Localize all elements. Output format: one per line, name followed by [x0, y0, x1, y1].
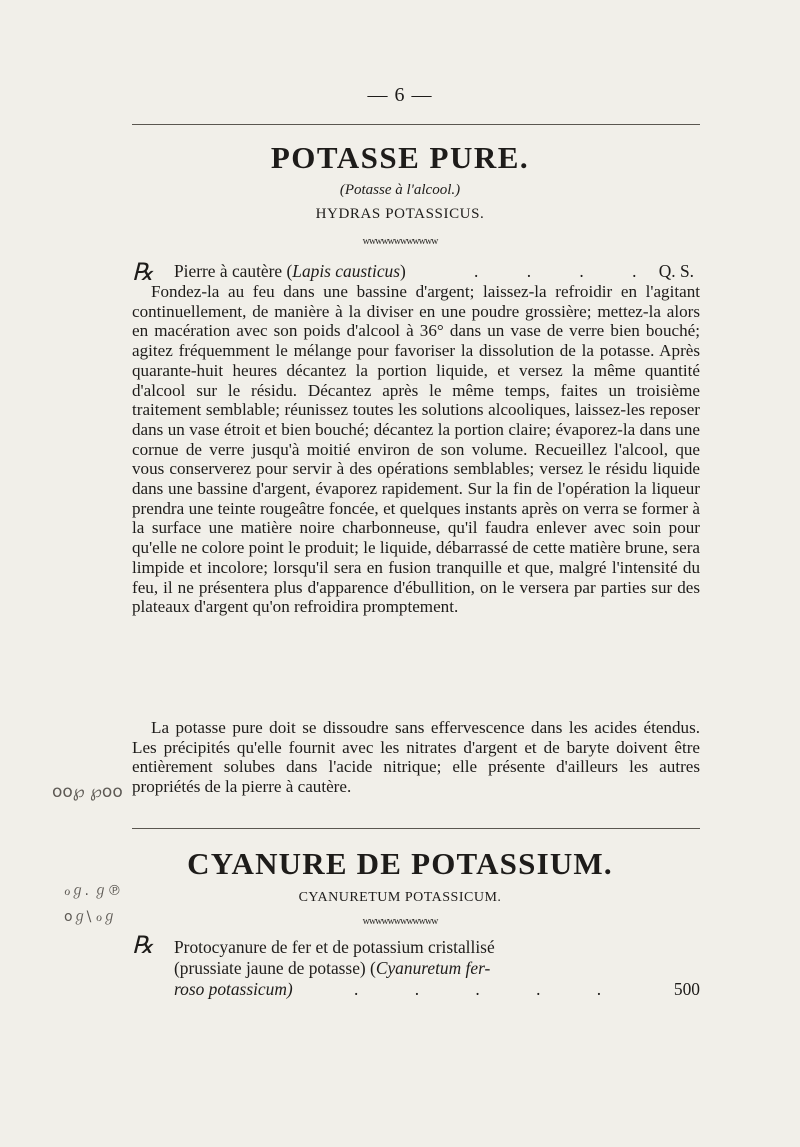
handwritten-margin-mark: oℊ\ ℴℊ [64, 909, 117, 925]
section-subtitle-italic: (Potasse à l'alcool.) [339, 182, 461, 198]
handwritten-margin-mark: ℴℊ. ℊ℗ [64, 883, 122, 899]
ingredient-line-2: (prussiate jaune de potasse) (Cyanuretum fer- [174, 958, 491, 978]
recipe-symbol-icon: ℞ [132, 933, 154, 959]
ornament-divider-2: wwwwwwwwwwww [362, 916, 438, 927]
leader-dots: . . . . [474, 261, 659, 281]
section-title-potasse-pure: POTASSE PURE. [270, 140, 530, 175]
instructions-paragraph: Fondez-la au feu dans une bassine d'argent; laissez-la refroidir en l'agitant continuellement, de manière à la diviser en une poudre grossière; mettez-la alors en macération avec son poids d'alcool à 36° dans un vase de verre bien bouché; agitez fréquemment le mélange pour favoriser la dissolution de la potasse. Après quarante-huit heures décantez la portion liquide, et versez la même quantité d'alcool sur le résidu. Décantez après le même temps, faites un troisième traitement semblable; réunissez toutes les solutions alcooliques, laissez-les reposer dans un vase étroit et bien bouché; décantez la portion claire; évaporez-la dans une cornue de verre jusqu'à moitié environ de son volume. Recueillez l'alcool, que vous conserverez pour servir à des opérations semblables; versez le résidu liquide dans une bassine d'argent, évaporez rapidement. Sur la fin de l'opération la liqueur prendra une teinte rougeâtre foncée, et quelques instants après on verra se former à la surface une matière noire charbonneuse, qu'il faudra enlever avec soin pour qu'elle ne colore point le produit; le liquide, débarrassé de cette matière brune, sera limpide et incolore; lorsqu'il sera en fusion tranquille et que, malgré l'intensité du feu, il ne présentera plus d'apparence d'ébullition, on le versera par parties sur des plateaux d'argent qu'on refroidira promptement. [132, 282, 700, 617]
ornament-divider: wwwwwwwwwwww [362, 236, 438, 247]
top-divider [132, 124, 700, 125]
page-number: — 6 — [367, 84, 433, 106]
section-subtitle-latin: HYDRAS POTASSICUS. [315, 206, 485, 222]
section-subtitle-latin-2: CYANURETUM POTASSICUM. [298, 890, 502, 905]
section-title-cyanure: CYANURE DE POTASSIUM. [187, 846, 613, 881]
recipe-symbol-icon: ℞ [132, 260, 154, 286]
ingredient-quantity-2: 500 [673, 979, 700, 999]
section-divider [132, 828, 700, 829]
properties-paragraph: La potasse pure doit se dissoudre sans effervescence dans les acides étendus. Les précipités qu'elle fournit avec les nitrates d'argent et de baryte doivent être entièrement solubes dans l'acide nitrique; elle présente d'ailleurs les autres propriétés de la pierre à cautère. [132, 718, 700, 797]
ingredient-quantity: Q. S. [658, 261, 694, 281]
ingredient-line-1: Protocyanure de fer et de potassium cristallisé [174, 937, 495, 957]
ingredient-line-3: roso potassicum) [174, 979, 293, 999]
ingredient-name: Pierre à cautère (Lapis causticus) [174, 261, 406, 281]
handwritten-margin-mark: oo℘ ℘oo [52, 782, 123, 802]
leader-dots-2: . . . . . [354, 979, 628, 999]
